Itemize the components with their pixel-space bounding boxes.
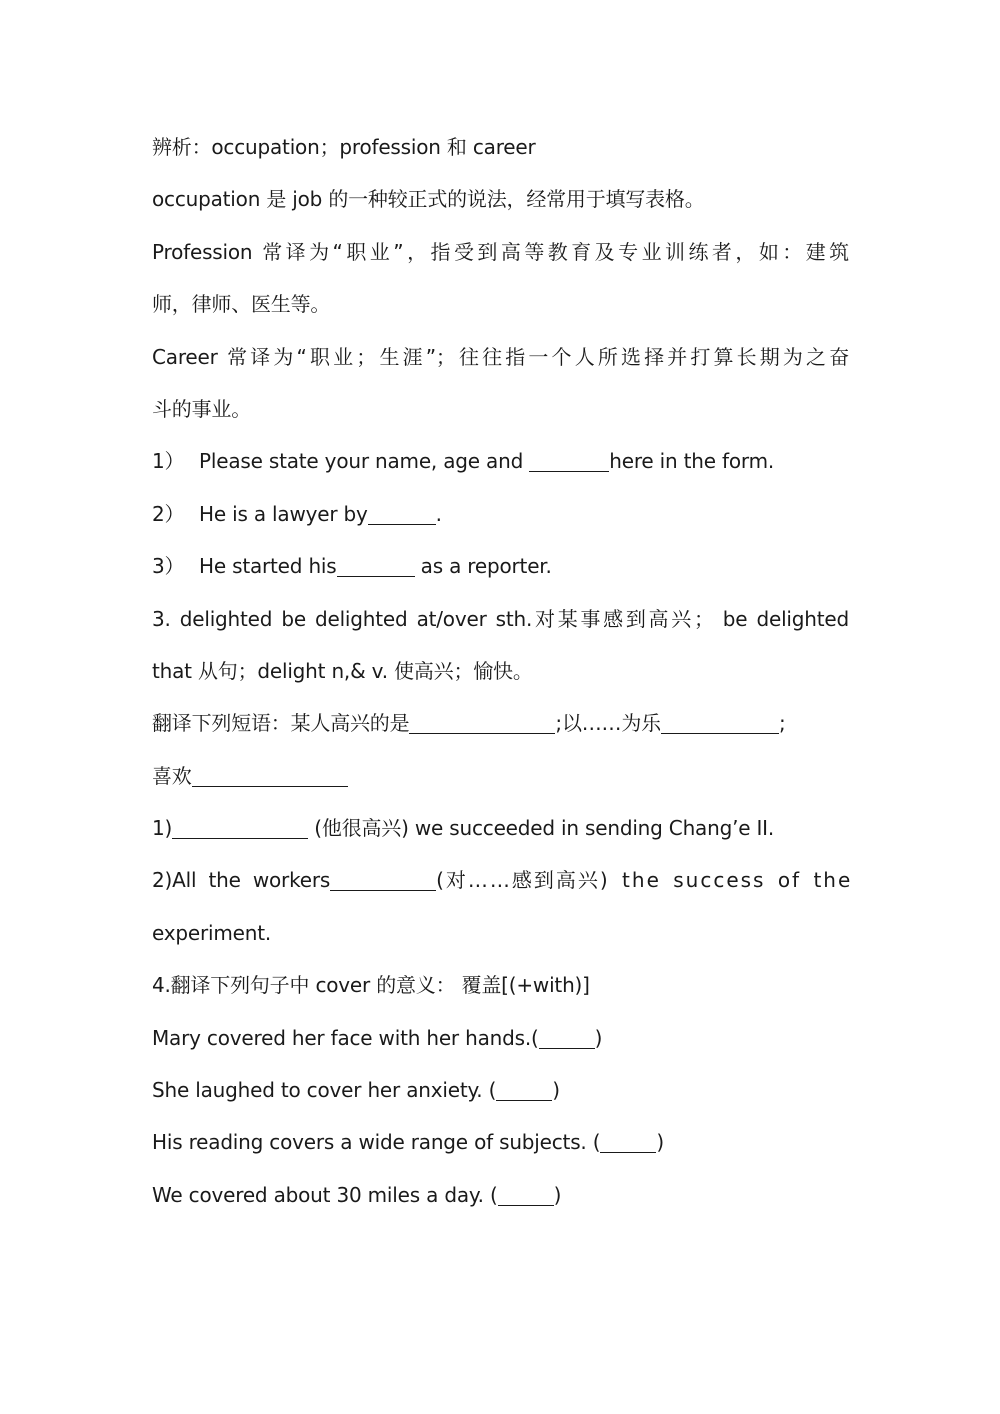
delighted-exercise-2-continued: experiment. — [152, 920, 272, 945]
sentence-close: ) — [552, 1078, 560, 1103]
exercise-text-after: here in the form. — [609, 449, 775, 474]
cover-sentence-1 — [152, 1019, 849, 1071]
sentence-close: ) — [553, 1182, 562, 1207]
sentence-text: We covered about 30 miles a day. ( — [152, 1182, 498, 1207]
exercise-number: 1) — [152, 816, 173, 841]
delighted-exercise-1 — [152, 809, 849, 861]
cover-heading: 4.翻译下列句子中 cover 的意义： 覆盖[(+with)] — [152, 973, 590, 998]
exercise-text-after: . — [435, 501, 442, 526]
exercise-item-2 — [152, 495, 849, 547]
answer-blank[interactable] — [529, 445, 609, 472]
profession-definition-line2: 师，律师、医生等。 — [152, 292, 331, 317]
exercise-text-before: He is a lawyer by — [199, 501, 368, 526]
cover-sentence-2 — [152, 1071, 849, 1123]
career-definition-line1: Career 常译为“职业；生涯”；往往指一个人所选择并打算长期为之奋 — [152, 344, 849, 369]
cover-sentence-3 — [152, 1123, 849, 1175]
delighted-exercise-2 — [152, 861, 853, 913]
answer-blank[interactable] — [600, 1126, 656, 1153]
sentence-text: Mary covered her face with her hands.( — [152, 1025, 539, 1050]
sentence-close: ) — [656, 1130, 664, 1155]
exercise-text-before: He started his — [199, 554, 337, 579]
exercise-item-3 — [152, 547, 849, 599]
translate-phrases-line1 — [152, 704, 849, 756]
answer-blank[interactable] — [172, 812, 308, 839]
exercise-number: 2） — [152, 501, 185, 526]
exercise-number: 1） — [152, 449, 185, 474]
career-definition-line2: 斗的事业。 — [152, 396, 251, 421]
answer-blank[interactable] — [337, 550, 415, 577]
exercise-text-before: 2)All the workers — [152, 868, 331, 893]
answer-blank[interactable] — [409, 707, 555, 734]
exercise-hint: (对……感到高兴) the success of the — [436, 868, 853, 893]
document-page — [152, 128, 853, 1228]
sentence-text: She laughed to cover her anxiety. ( — [152, 1078, 497, 1103]
cover-sentence-4 — [152, 1176, 849, 1228]
translate-phrases-end: ; — [778, 711, 786, 736]
sentence-text: His reading covers a wide range of subjects. ( — [152, 1130, 601, 1155]
answer-blank[interactable] — [539, 1022, 595, 1049]
exercise-text-before: Please state your name, age and — [199, 449, 530, 474]
answer-blank[interactable] — [330, 864, 436, 891]
delighted-usage-line1: 3. delighted be delighted at/over sth.对某事感到高兴； be delighted — [152, 606, 849, 631]
translate-phrases-label: 翻译下列短语：某人高兴的是 — [152, 711, 410, 736]
exercise-hint: (他很高兴) we succeeded in sending Chang’e II. — [308, 816, 775, 841]
answer-blank[interactable] — [192, 760, 348, 787]
profession-definition-line1: Profession 常译为“职业”，指受到高等教育及专业训练者，如：建筑 — [152, 239, 849, 264]
occupation-definition: occupation 是 job 的一种较正式的说法，经常用于填写表格。 — [152, 187, 705, 212]
sentence-close: ) — [594, 1025, 603, 1050]
translate-phrases-mid: ;以……为乐 — [555, 711, 661, 736]
answer-blank[interactable] — [661, 707, 779, 734]
answer-blank[interactable] — [498, 1179, 554, 1206]
translate-phrases-like-label: 喜欢 — [152, 763, 192, 788]
exercise-item-1 — [152, 442, 849, 494]
answer-blank[interactable] — [368, 498, 436, 525]
translate-phrases-line2 — [152, 757, 849, 809]
answer-blank[interactable] — [496, 1074, 552, 1101]
exercise-number: 3） — [152, 554, 185, 579]
delighted-usage-line2: that 从句；delight n,& v. 使高兴；愉快。 — [152, 658, 533, 683]
exercise-text-after: as a reporter. — [414, 554, 552, 579]
heading-distinguish: 辨析：occupation；profession 和 career — [152, 135, 536, 159]
